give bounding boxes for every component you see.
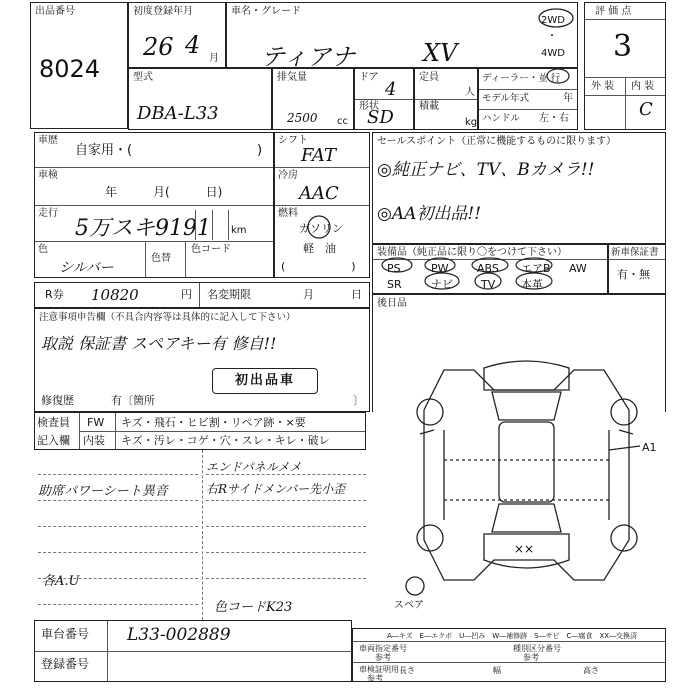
lot-number-box xyxy=(30,2,128,129)
car-name: ティアナ xyxy=(261,43,356,71)
warranty-label: 新車保証書 xyxy=(611,247,659,258)
length-label: 長さ xyxy=(399,666,415,675)
handwritten-area xyxy=(34,450,368,620)
notes-text: 取説 保証書 スペアキー有 修自!! xyxy=(41,334,277,353)
dealer-label: ディーラー・並 行 xyxy=(482,73,561,84)
score-box xyxy=(584,2,666,130)
model-label: 型式 xyxy=(133,72,153,83)
load-label: 積載 xyxy=(419,101,439,112)
door-label: ドア xyxy=(359,72,379,83)
load-unit: kg xyxy=(465,117,478,128)
fuel-gasoline: ガソリン xyxy=(299,222,343,235)
displacement-box xyxy=(272,68,354,130)
door-box xyxy=(354,68,414,130)
shift-value: FAT xyxy=(301,145,336,166)
mileage-value: 5万スキ9191 xyxy=(75,216,211,241)
drive-circle-mark xyxy=(536,6,576,30)
ac-label: 冷房 xyxy=(278,170,298,181)
notes-label: 注意事項申告欄（不具合内容等は具体的に記入して下さい） xyxy=(39,312,296,323)
recycle-yen: 円 xyxy=(181,288,192,301)
drive-4wd: 4WD xyxy=(541,48,565,59)
handle-value: 左・右 xyxy=(539,113,569,124)
frame-label: 車台番号 xyxy=(41,627,90,641)
ac-value: AAC xyxy=(299,183,339,204)
color-code-label: 色コード xyxy=(191,244,231,255)
history-paren-close: ) xyxy=(257,143,263,158)
displacement-value: 2500 xyxy=(287,111,318,125)
fuel-paren: ( ) xyxy=(281,260,356,273)
shape-label: 形状 xyxy=(359,101,379,112)
width-label: 幅 xyxy=(493,666,501,675)
note-right-2: 右Rサイドメンバー先小歪 xyxy=(206,482,346,496)
diagram-a1: A1 xyxy=(642,441,657,454)
interior-check-label: 内装 xyxy=(83,434,105,447)
equip-airbag: エアB xyxy=(521,262,551,275)
capacity-box xyxy=(414,68,478,130)
equipment-label: 装備品（純正品に限り〇をつけて下さい） xyxy=(377,247,567,258)
history-label: 車歴 xyxy=(38,135,58,146)
score-value: 3 xyxy=(613,29,633,64)
door-count: 4 xyxy=(385,79,397,100)
first-registration-label: 初度登録年月 xyxy=(133,6,193,17)
car-body-diagram xyxy=(404,350,654,610)
capacity-unit: 人 xyxy=(465,87,475,98)
handle-label: ハンドル xyxy=(482,113,521,124)
reg-year: 26 xyxy=(143,33,174,61)
inspection-label: 車検 xyxy=(38,170,58,181)
legend-box xyxy=(352,628,666,682)
fuel-diesel: 軽 油 xyxy=(303,242,336,255)
car-name-label: 車名・グレード xyxy=(231,6,301,17)
dealer-circle-mark xyxy=(544,66,572,86)
warranty-value: 有・無 xyxy=(617,268,650,281)
repair-close: 〕 xyxy=(353,394,364,407)
first-registration-box xyxy=(128,2,226,68)
recycle-amount: 10820 xyxy=(91,286,139,304)
diagram-spare: スペア xyxy=(394,600,424,611)
inspector-label: 検査員 xyxy=(37,416,70,429)
note-left-2: 各A.U xyxy=(42,574,80,589)
repair-value: 有〔箇所 xyxy=(111,394,155,407)
entry-label: 記入欄 xyxy=(37,434,70,447)
color-label: 色 xyxy=(38,244,48,255)
history-box xyxy=(34,132,274,278)
car-name-box xyxy=(226,2,578,71)
mileage-label: 走行 xyxy=(38,208,58,219)
color-value: シルバー xyxy=(59,260,114,276)
repair-label: 修復歴 xyxy=(41,394,74,407)
score-label: 評 価 点 xyxy=(595,6,632,17)
registration-label: 登録番号 xyxy=(41,657,90,671)
exterior-label: 外 装 xyxy=(591,81,615,92)
deadline-label: 名変期限 xyxy=(207,288,251,301)
deadline-day: 日 xyxy=(351,288,362,301)
km-unit: km xyxy=(231,225,247,236)
grade: XV xyxy=(423,39,458,67)
fw-text: キズ・飛石・ヒビ割・リペア跡・×要 xyxy=(121,416,306,429)
warranty-box xyxy=(608,244,666,294)
note-left-1: 助席パワーシート異音 xyxy=(38,484,168,499)
interior-check-text: キズ・汚レ・コゲ・穴・スレ・キレ・破レ xyxy=(121,434,330,447)
lot-number-label: 出品番号 xyxy=(35,6,75,17)
note-right-top: エンドパネルメメ xyxy=(206,460,302,474)
equip-navi: ナビ xyxy=(431,278,453,291)
reg-month: 4 xyxy=(185,31,201,59)
diagram-xx: ×× xyxy=(514,542,535,556)
displacement-unit: cc xyxy=(337,116,348,127)
model-year-unit: 年 xyxy=(563,93,573,104)
fuel-circle-mark xyxy=(304,212,334,242)
equip-sr: SR xyxy=(387,278,402,291)
displacement-label: 排気量 xyxy=(277,72,307,83)
class-label: 種別区分番号 xyxy=(513,644,561,653)
equip-leather: 本革 xyxy=(521,278,543,291)
capacity-label: 定員 xyxy=(419,72,439,83)
history-value: 自家用・( xyxy=(75,143,133,158)
shift-box xyxy=(274,132,370,278)
frame-box xyxy=(34,620,352,682)
equip-abs: ABS xyxy=(477,262,499,275)
spec-ref: 参考 xyxy=(375,653,391,662)
cert-ref: 参考 xyxy=(367,674,383,683)
interior-grade: C xyxy=(639,99,653,120)
rear-items-label: 後日品 xyxy=(377,298,407,309)
equip-aw: AW xyxy=(569,262,587,275)
height-label: 高さ xyxy=(583,666,599,675)
first-listing-stamp: 初出品車 xyxy=(212,368,318,394)
recycle-box xyxy=(34,282,370,308)
inspection-value: 年 月( 日) xyxy=(105,185,223,199)
model-year-label: モデル年式 xyxy=(482,93,530,104)
legend-codes: A―キズ E―エクボ U―凹み W―補修跡 S―サビ C―腐食 XX―交換済 xyxy=(387,632,638,640)
equip-ps: PS xyxy=(387,262,401,275)
inspector-box xyxy=(34,412,366,450)
month-unit: 月 xyxy=(209,53,219,64)
drive-dot: ・ xyxy=(547,31,557,42)
note-color-code: 色コードK23 xyxy=(214,600,293,615)
sales-points-label: セールスポイント（正常に機能するものに限ります） xyxy=(377,136,617,147)
fuel-label: 燃料 xyxy=(278,208,298,219)
spec-label: 車両指定番号 xyxy=(359,644,407,653)
class-ref: 参考 xyxy=(523,653,539,662)
equip-tv: TV xyxy=(481,278,496,291)
model-box xyxy=(128,68,272,130)
notes-box xyxy=(34,308,370,412)
lot-number: 8024 xyxy=(39,55,101,83)
frame-value: L33-002889 xyxy=(127,625,231,645)
shift-label: シフト xyxy=(278,135,308,146)
deadline-month: 月 xyxy=(303,288,314,301)
sales-point-line-2: ◎AA初出品!! xyxy=(377,204,482,224)
recycle-label: R券 xyxy=(45,288,64,301)
equipment-circle-marks xyxy=(372,256,608,294)
equip-pw: PW xyxy=(431,262,449,275)
cert-label: 車検証明用 xyxy=(359,665,399,674)
shape-value: SD xyxy=(367,107,394,128)
model-code: DBA-L33 xyxy=(137,103,219,124)
drive-2wd: 2WD xyxy=(541,15,565,26)
interior-label: 内 装 xyxy=(631,81,655,92)
recolor-label: 色替 xyxy=(151,253,171,264)
sales-point-line-1: ◎純正ナビ、TV、Bカメラ!! xyxy=(377,160,595,180)
sales-points-box xyxy=(372,132,666,244)
fw-label: FW xyxy=(87,416,105,429)
